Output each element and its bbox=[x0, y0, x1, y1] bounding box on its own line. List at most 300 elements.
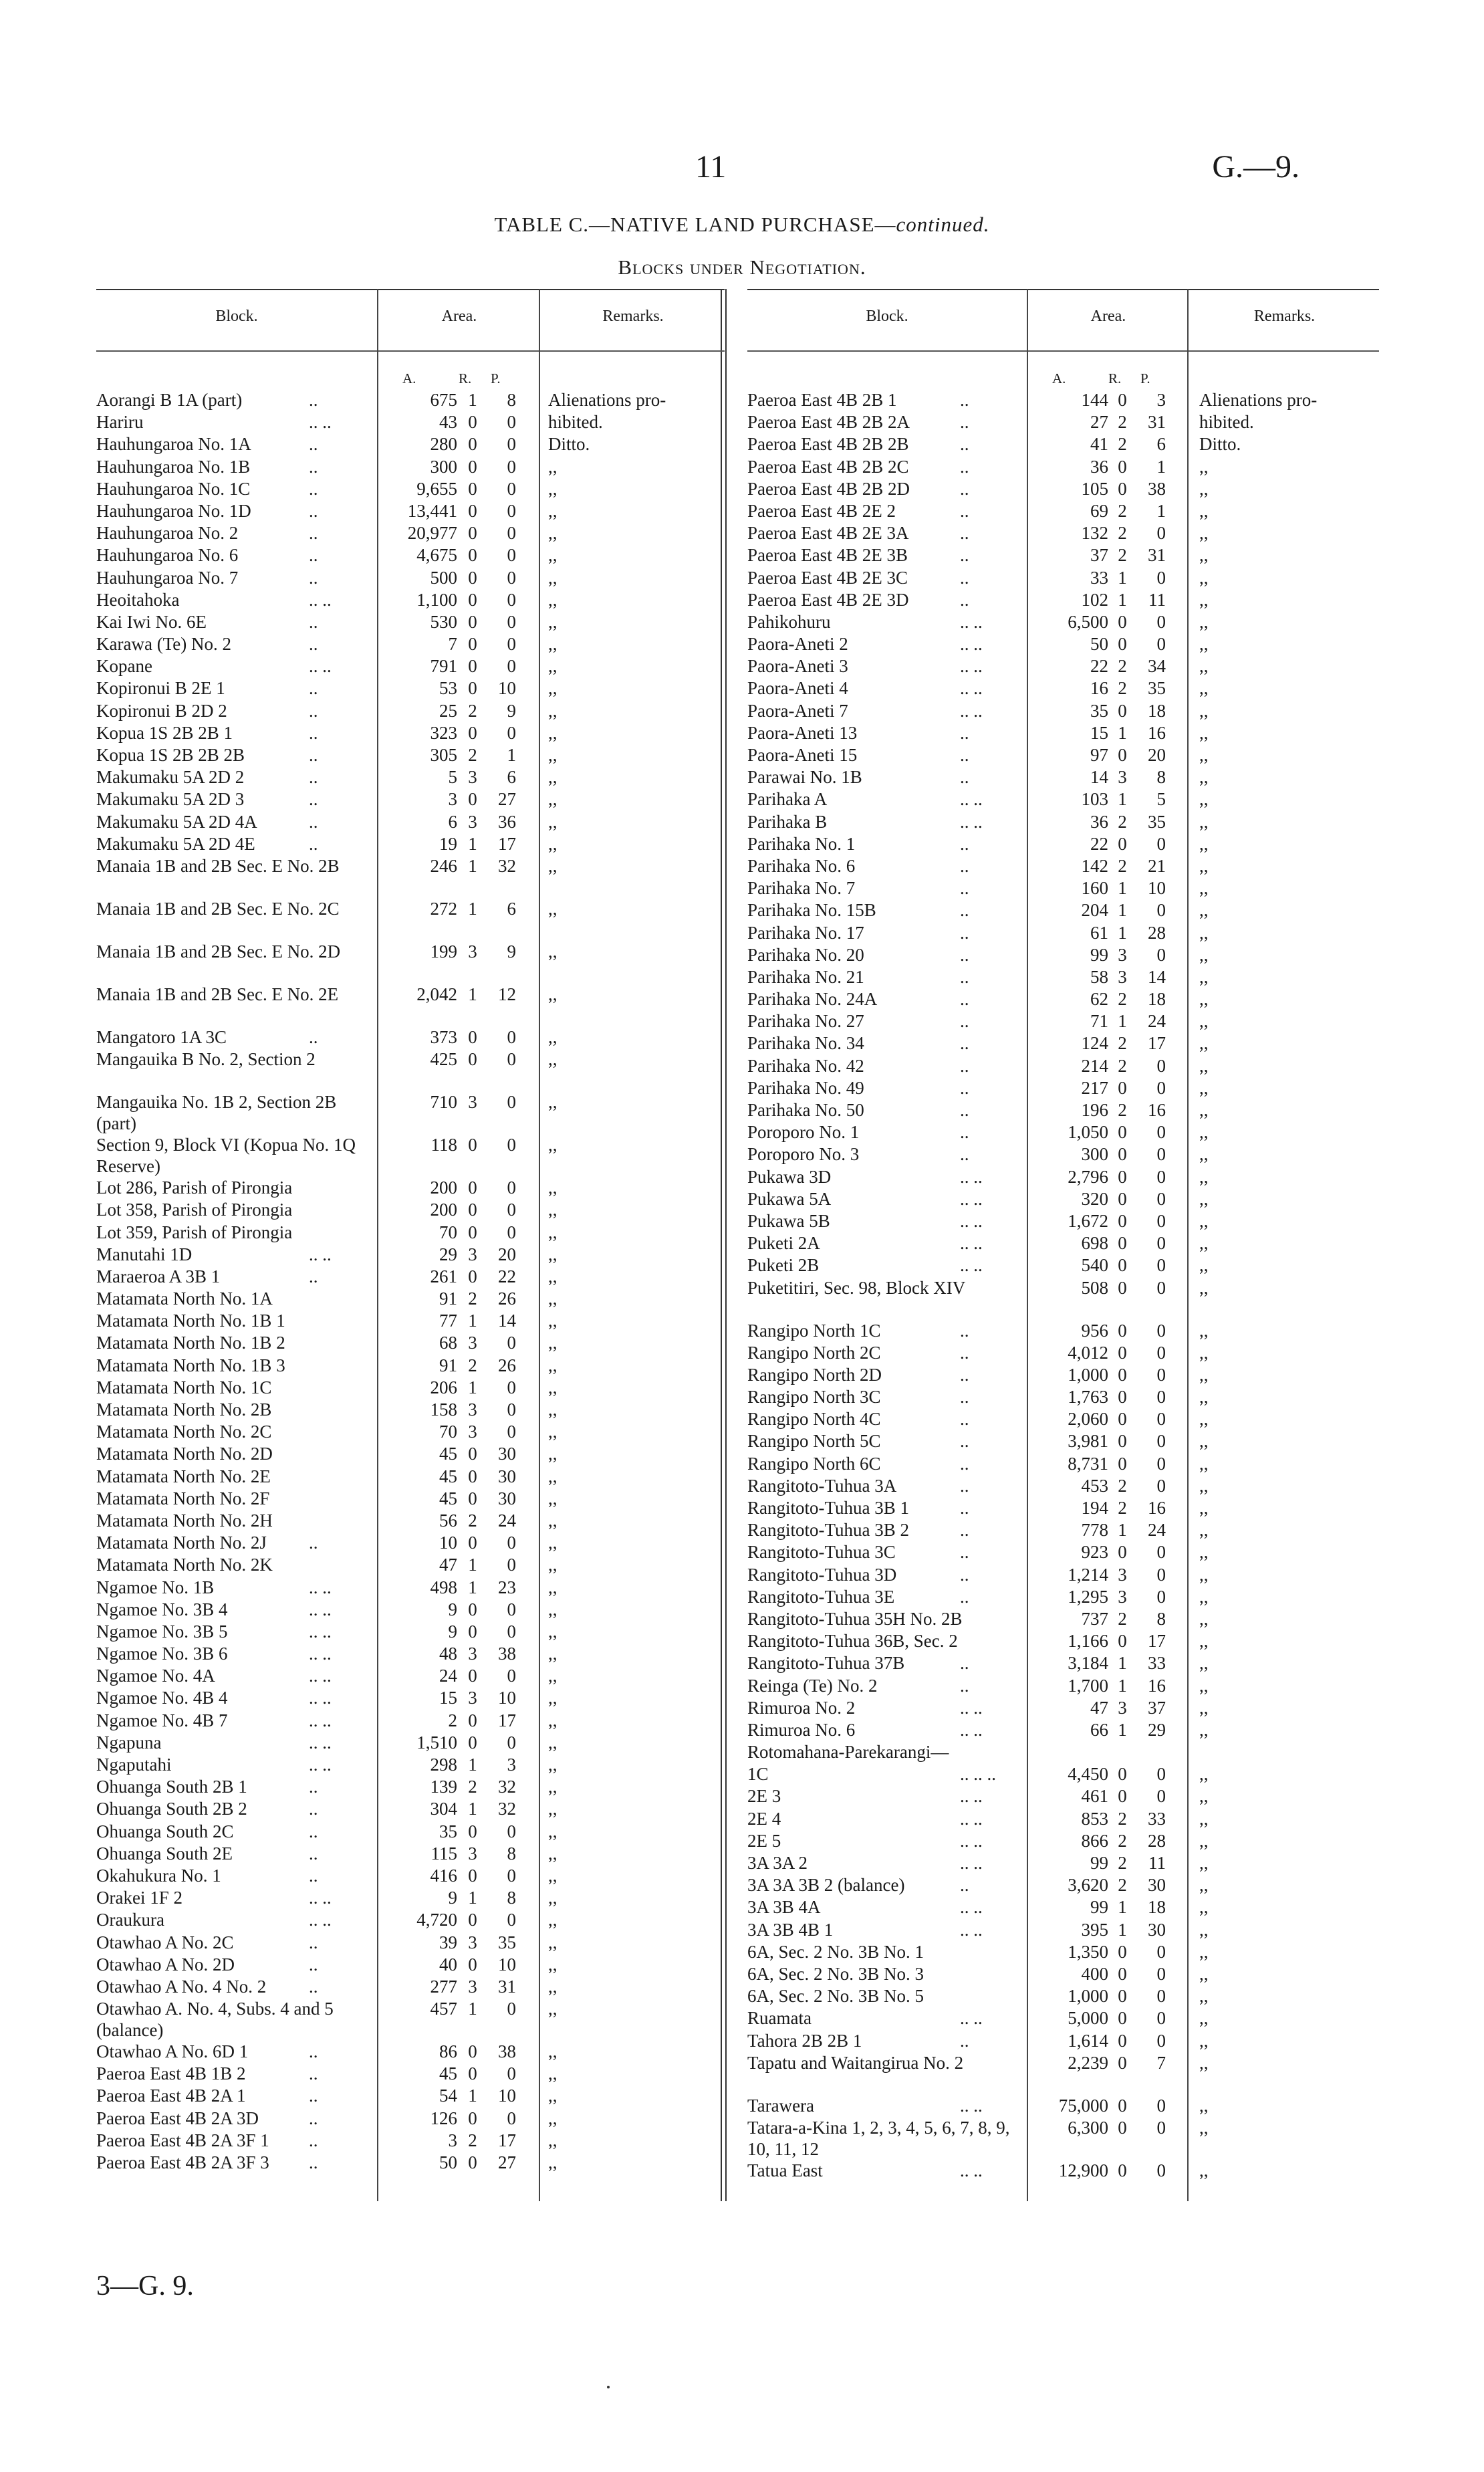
area-perches: 8 bbox=[507, 390, 516, 410]
leader-dots: .. .. bbox=[960, 1166, 983, 1187]
area-roods: 1 bbox=[468, 855, 477, 876]
remarks: ,, bbox=[1199, 1697, 1209, 1718]
table-row bbox=[96, 1865, 725, 1887]
block-name: 3A 3A 2 bbox=[747, 1853, 808, 1873]
area-acres: 3,620 bbox=[1068, 1875, 1108, 1896]
table-row bbox=[747, 1342, 1379, 1364]
area-roods: 2 bbox=[1118, 1853, 1127, 1873]
area-perches: 23 bbox=[498, 1577, 516, 1597]
block-name: Parihaka No. 50 bbox=[747, 1100, 864, 1120]
area-roods: 2 bbox=[1118, 1475, 1127, 1496]
area-roods: 0 bbox=[1118, 634, 1127, 655]
block-name: Poroporo No. 1 bbox=[747, 1122, 860, 1143]
area-perches: 0 bbox=[507, 1135, 516, 1155]
remarks: ,, bbox=[1199, 1277, 1209, 1298]
area-roods: 0 bbox=[1118, 1320, 1127, 1341]
area-perches: 0 bbox=[1156, 1431, 1166, 1452]
area-perches: 0 bbox=[507, 500, 516, 521]
area-acres: 866 bbox=[1081, 1830, 1108, 1851]
area-roods: 3 bbox=[468, 1976, 477, 1997]
table-row bbox=[96, 1532, 725, 1554]
area-roods: 0 bbox=[468, 1488, 477, 1508]
leader-dots: .. .. bbox=[309, 1599, 332, 1619]
area-acres: 8,731 bbox=[1068, 1453, 1108, 1474]
area-acres: 77 bbox=[439, 1311, 457, 1331]
area-roods: 3 bbox=[468, 941, 477, 962]
area-roods: 0 bbox=[1118, 390, 1127, 410]
leader-dots: .. bbox=[309, 1976, 318, 1997]
table-row bbox=[747, 1254, 1379, 1276]
block-name: 2E 3 bbox=[747, 1786, 781, 1807]
remarks: ,, bbox=[1199, 1475, 1209, 1496]
area-roods: 0 bbox=[1118, 1431, 1127, 1452]
area-roods: 0 bbox=[1118, 611, 1127, 632]
leader-dots: .. .. bbox=[960, 1786, 983, 1807]
remarks: ,, bbox=[548, 767, 558, 788]
area-roods: 3 bbox=[468, 767, 477, 788]
block-name: Rangipo North 4C bbox=[747, 1409, 881, 1430]
area-acres: 4,450 bbox=[1068, 1764, 1108, 1785]
leader-dots: .. bbox=[309, 634, 318, 655]
remarks: ,, bbox=[1199, 767, 1209, 788]
block-name: Ohuanga South 2C bbox=[96, 1821, 234, 1841]
area-perches: 17 bbox=[1148, 1033, 1166, 1054]
area-perches: 0 bbox=[507, 611, 516, 632]
area-roods: 1 bbox=[468, 898, 477, 919]
area-perches: 30 bbox=[498, 1444, 516, 1464]
area-acres: 710 bbox=[430, 1092, 457, 1113]
remarks: ,, bbox=[1199, 1675, 1209, 1696]
area-roods: 0 bbox=[468, 1954, 477, 1975]
block-name: Lot 286, Parish of Pirongia bbox=[96, 1177, 293, 1198]
area-perches: 0 bbox=[507, 456, 516, 477]
table-row bbox=[747, 544, 1379, 566]
block-name: Rangitoto-Tuhua 3C bbox=[747, 1542, 896, 1563]
area-acres: 1,295 bbox=[1068, 1586, 1108, 1607]
area-acres: 97 bbox=[1090, 745, 1108, 765]
remarks: ,, bbox=[1199, 700, 1209, 721]
remarks: ,, bbox=[548, 1577, 558, 1597]
leader-dots: .. bbox=[960, 1875, 969, 1896]
block-name: Paeroa East 4B 2A 1 bbox=[96, 2086, 246, 2106]
remarks: ,, bbox=[548, 1377, 558, 1397]
table-row bbox=[747, 1010, 1379, 1032]
table-row bbox=[96, 1821, 725, 1843]
area-roods: 1 bbox=[1118, 1653, 1127, 1674]
area-perches: 32 bbox=[498, 855, 516, 876]
area-perches: 0 bbox=[507, 545, 516, 566]
remarks: ,, bbox=[1199, 1431, 1209, 1452]
block-name: Ruamata bbox=[747, 2008, 812, 2029]
area-acres: 3 bbox=[448, 2130, 457, 2150]
area-perches: 33 bbox=[1148, 1653, 1166, 1674]
table-row bbox=[96, 1798, 725, 1820]
table-row bbox=[747, 1675, 1379, 1697]
table-row bbox=[747, 1077, 1379, 1099]
table-row bbox=[96, 1222, 725, 1244]
area-perches: 16 bbox=[1148, 1100, 1166, 1120]
area-roods: 1 bbox=[1118, 1897, 1127, 1918]
leader-dots: .. .. bbox=[960, 2008, 983, 2029]
leader-dots: .. .. bbox=[309, 1888, 332, 1908]
column-header-remarks: Remarks. bbox=[1253, 308, 1316, 325]
area-roods: 3 bbox=[1118, 944, 1127, 965]
remarks: hibited. bbox=[548, 412, 603, 433]
block-name: Paeroa East 4B 2A 3F 1 bbox=[96, 2130, 269, 2150]
area-acres: 115 bbox=[430, 1843, 457, 1864]
leader-dots: .. bbox=[960, 456, 969, 477]
area-acres: 36 bbox=[1090, 456, 1108, 477]
area-acres: 1,700 bbox=[1068, 1675, 1108, 1696]
area-acres: 66 bbox=[1090, 1719, 1108, 1740]
area-acres: 461 bbox=[1081, 1786, 1108, 1807]
area-perches: 10 bbox=[498, 1688, 516, 1708]
leader-dots: .. bbox=[309, 2130, 318, 2150]
block-name: Otawhao A No. 4 No. 2 bbox=[96, 1976, 267, 1997]
area-roods: 1 bbox=[468, 2086, 477, 2106]
area-roods: 0 bbox=[468, 678, 477, 699]
area-roods: 1 bbox=[1118, 922, 1127, 943]
leader-dots: .. .. bbox=[960, 1697, 983, 1718]
block-name: 3A 3A 3B 2 (balance) bbox=[747, 1875, 905, 1896]
area-roods: 0 bbox=[468, 722, 477, 743]
remarks: ,, bbox=[1199, 2117, 1209, 2138]
area-perches: 0 bbox=[1156, 1320, 1166, 1341]
leader-dots: .. .. bbox=[960, 1233, 983, 1254]
block-name: Otawhao A No. 2C bbox=[96, 1932, 234, 1952]
unit-roods: R. bbox=[1108, 370, 1122, 386]
area-perches: 36 bbox=[498, 811, 516, 832]
table-row bbox=[747, 1896, 1379, 1918]
table-row bbox=[96, 567, 725, 589]
table-row bbox=[747, 1188, 1379, 1210]
area-acres: 41 bbox=[1090, 434, 1108, 455]
block-name: Ngamoe No. 1B bbox=[96, 1577, 215, 1597]
area-perches: 6 bbox=[507, 898, 516, 919]
table-row bbox=[96, 478, 725, 500]
area-perches: 0 bbox=[507, 1599, 516, 1619]
area-perches: 20 bbox=[498, 1244, 516, 1264]
remarks: ,, bbox=[548, 1092, 558, 1113]
table-row bbox=[96, 2063, 725, 2085]
area-perches: 0 bbox=[507, 1177, 516, 1198]
area-roods: 0 bbox=[468, 1599, 477, 1619]
area-acres: 86 bbox=[439, 2041, 457, 2062]
table-row bbox=[96, 1687, 725, 1709]
area-roods: 1 bbox=[468, 1311, 477, 1331]
leader-dots: .. .. bbox=[309, 1910, 332, 1930]
area-roods: 0 bbox=[468, 1200, 477, 1220]
table-row bbox=[747, 1408, 1379, 1430]
block-name: Hauhungaroa No. 1D bbox=[96, 500, 251, 521]
area-roods: 2 bbox=[1118, 1100, 1127, 1120]
area-perches: 24 bbox=[1148, 1011, 1166, 1032]
area-roods: 0 bbox=[1118, 1542, 1127, 1563]
area-perches: 6 bbox=[1156, 434, 1166, 455]
remarks: ,, bbox=[548, 500, 558, 521]
remarks: ,, bbox=[548, 1466, 558, 1486]
block-name: Matamata North No. 1B 3 bbox=[96, 1355, 285, 1375]
remarks: Alienations pro- bbox=[548, 390, 666, 410]
area-perches: 0 bbox=[1156, 1122, 1166, 1143]
remarks: ,, bbox=[548, 1333, 558, 1353]
area-acres: 200 bbox=[430, 1200, 457, 1220]
remarks: ,, bbox=[548, 1510, 558, 1531]
area-roods: 1 bbox=[1118, 878, 1127, 899]
block-name: Parihaka No. 20 bbox=[747, 944, 864, 965]
area-roods: 2 bbox=[1118, 434, 1127, 455]
area-roods: 1 bbox=[1118, 722, 1127, 743]
remarks: ,, bbox=[1199, 1963, 1209, 1984]
area-perches: 8 bbox=[1156, 767, 1166, 788]
area-perches: 1 bbox=[1156, 456, 1166, 477]
area-perches: 0 bbox=[1156, 1963, 1166, 1984]
table-row bbox=[96, 1332, 725, 1354]
area-roods: 2 bbox=[468, 700, 477, 721]
unit-perches: P. bbox=[491, 370, 501, 386]
block-name: Matamata North No. 1B 1 bbox=[96, 1311, 285, 1331]
table-row bbox=[747, 1985, 1379, 2007]
table-row bbox=[747, 389, 1379, 411]
area-roods: 2 bbox=[468, 2130, 477, 2150]
leader-dots: .. bbox=[960, 1144, 969, 1165]
table-row bbox=[747, 855, 1379, 877]
table-row bbox=[747, 1697, 1379, 1719]
area-acres: 1,614 bbox=[1068, 2030, 1108, 2051]
table-row bbox=[96, 1421, 725, 1443]
table-row bbox=[96, 655, 725, 677]
remarks: ,, bbox=[1199, 1387, 1209, 1408]
block-name: Kopironui B 2E 1 bbox=[96, 678, 225, 699]
area-acres: 737 bbox=[1081, 1608, 1108, 1629]
unit-perches: P. bbox=[1140, 370, 1150, 386]
remarks: ,, bbox=[1199, 634, 1209, 655]
table-row bbox=[96, 833, 725, 855]
area-roods: 0 bbox=[468, 789, 477, 810]
table-row bbox=[96, 1643, 725, 1665]
block-name: Rangitoto-Tuhua 3E bbox=[747, 1586, 895, 1607]
area-acres: 194 bbox=[1081, 1498, 1108, 1518]
leader-dots: .. bbox=[960, 989, 969, 1010]
remarks: ,, bbox=[548, 833, 558, 854]
table-row bbox=[747, 833, 1379, 855]
block-name: 6A, Sec. 2 No. 3B No. 5 bbox=[747, 1986, 924, 2007]
remarks: ,, bbox=[1199, 1255, 1209, 1276]
table-row bbox=[747, 1941, 1379, 1963]
table-row bbox=[96, 1665, 725, 1687]
area-acres: 300 bbox=[1081, 1144, 1108, 1165]
area-roods: 0 bbox=[468, 1466, 477, 1486]
remarks: ,, bbox=[548, 1910, 558, 1930]
area-roods: 0 bbox=[1118, 1077, 1127, 1098]
table-row bbox=[747, 766, 1379, 788]
area-acres: 68 bbox=[439, 1333, 457, 1353]
area-perches: 0 bbox=[507, 656, 516, 677]
area-acres: 3,981 bbox=[1068, 1431, 1108, 1452]
area-roods: 2 bbox=[468, 745, 477, 765]
leader-dots: .. bbox=[309, 1821, 318, 1841]
block-name: 3A 3B 4A bbox=[747, 1897, 821, 1918]
area-roods: 0 bbox=[1118, 2095, 1127, 2116]
area-roods: 2 bbox=[1118, 1875, 1127, 1896]
area-roods: 1 bbox=[1118, 1520, 1127, 1541]
area-perches: 9 bbox=[507, 700, 516, 721]
block-name: Paeroa East 4B 2B 2D bbox=[747, 478, 910, 499]
area-acres: 62 bbox=[1090, 989, 1108, 1010]
stray-mark bbox=[607, 2386, 610, 2388]
remarks: ,, bbox=[548, 1422, 558, 1442]
remarks: ,, bbox=[548, 2063, 558, 2084]
unit-roods: R. bbox=[459, 370, 472, 386]
area-perches: 31 bbox=[1148, 412, 1166, 433]
area-acres: 246 bbox=[430, 855, 457, 876]
remarks: ,, bbox=[1199, 855, 1209, 876]
area-perches: 14 bbox=[1148, 966, 1166, 987]
area-roods: 0 bbox=[468, 1135, 477, 1155]
area-perches: 0 bbox=[507, 1865, 516, 1886]
area-perches: 27 bbox=[498, 789, 516, 810]
area-acres: 45 bbox=[439, 1466, 457, 1486]
area-perches: 0 bbox=[1156, 2030, 1166, 2051]
area-roods: 0 bbox=[1118, 1233, 1127, 1254]
area-acres: 1,050 bbox=[1068, 1122, 1108, 1143]
table-row bbox=[96, 1466, 725, 1488]
leader-dots: .. bbox=[960, 1431, 969, 1452]
remarks: ,, bbox=[548, 1976, 558, 1997]
area-acres: 853 bbox=[1081, 1808, 1108, 1829]
area-perches: 33 bbox=[1148, 1808, 1166, 1829]
area-acres: 5 bbox=[448, 767, 457, 788]
area-roods: 0 bbox=[468, 1910, 477, 1930]
block-name: Paora-Aneti 3 bbox=[747, 656, 848, 677]
leader-dots: .. bbox=[960, 855, 969, 876]
area-acres: 99 bbox=[1090, 944, 1108, 965]
block-name: Oraukura bbox=[96, 1910, 164, 1930]
remarks: ,, bbox=[1199, 966, 1209, 987]
area-roods: 3 bbox=[468, 811, 477, 832]
block-name: 6A, Sec. 2 No. 3B No. 1 bbox=[747, 1941, 924, 1962]
block-name: Manaia 1B and 2B Sec. E No. 2C bbox=[96, 898, 340, 919]
area-acres: 9 bbox=[448, 1599, 457, 1619]
table-row bbox=[747, 811, 1379, 833]
remarks: ,, bbox=[548, 789, 558, 810]
block-name: Parihaka No. 6 bbox=[747, 855, 856, 876]
leader-dots: .. bbox=[960, 390, 969, 410]
area-perches: 17 bbox=[498, 2130, 516, 2150]
area-perches: 38 bbox=[498, 1644, 516, 1664]
table-row bbox=[747, 1364, 1379, 1386]
leader-dots: .. bbox=[960, 1122, 969, 1143]
block-name: Manaia 1B and 2B Sec. E No. 2B bbox=[96, 855, 340, 876]
area-perches: 0 bbox=[1156, 1475, 1166, 1496]
block-name: Puketitiri, Sec. 98, Block XIV bbox=[747, 1277, 966, 1298]
area-acres: 1,214 bbox=[1068, 1564, 1108, 1585]
area-perches: 0 bbox=[507, 1821, 516, 1841]
area-acres: 675 bbox=[430, 390, 457, 410]
leader-dots: .. bbox=[960, 523, 969, 544]
table-row bbox=[96, 1026, 725, 1048]
remarks: ,, bbox=[1199, 1364, 1209, 1385]
block-name: Rangitoto-Tuhua 3D bbox=[747, 1564, 897, 1585]
area-acres: 75,000 bbox=[1058, 2095, 1108, 2116]
block-name: Rangitoto-Tuhua 35H No. 2B bbox=[747, 1608, 963, 1629]
area-roods: 0 bbox=[1118, 1941, 1127, 1962]
block-name: Kopua 1S 2B 2B 2B bbox=[96, 745, 245, 765]
area-perches: 0 bbox=[507, 634, 516, 655]
area-acres: 791 bbox=[430, 656, 457, 677]
remarks: ,, bbox=[548, 611, 558, 632]
remarks: ,, bbox=[548, 478, 558, 499]
table-row bbox=[747, 1320, 1379, 1342]
area-roods: 0 bbox=[468, 1666, 477, 1686]
table-row bbox=[747, 1652, 1379, 1674]
leader-dots: .. .. bbox=[309, 412, 332, 433]
area-perches: 22 bbox=[498, 1266, 516, 1286]
area-roods: 2 bbox=[1118, 1033, 1127, 1054]
area-acres: 61 bbox=[1090, 922, 1108, 943]
area-perches: 0 bbox=[1156, 1986, 1166, 2007]
remarks: ,, bbox=[548, 1644, 558, 1664]
area-perches: 0 bbox=[1156, 1542, 1166, 1563]
table-row bbox=[96, 2152, 725, 2174]
remarks: ,, bbox=[1199, 789, 1209, 810]
area-acres: 35 bbox=[1090, 700, 1108, 721]
area-acres: 416 bbox=[430, 1865, 457, 1886]
block-name: Hauhungaroa No. 2 bbox=[96, 523, 239, 544]
area-acres: 160 bbox=[1081, 878, 1108, 899]
area-roods: 2 bbox=[468, 1288, 477, 1309]
area-perches: 0 bbox=[1156, 1077, 1166, 1098]
leader-dots: .. bbox=[309, 2086, 318, 2106]
remarks: ,, bbox=[1199, 2008, 1209, 2029]
area-roods: 0 bbox=[1118, 1255, 1127, 1276]
leader-dots: .. bbox=[309, 2063, 318, 2084]
area-perches: 0 bbox=[1156, 567, 1166, 588]
header-rule bbox=[747, 350, 1379, 352]
leader-dots: .. bbox=[309, 1865, 318, 1886]
area-perches: 16 bbox=[1148, 1498, 1166, 1518]
area-roods: 0 bbox=[1118, 478, 1127, 499]
area-perches: 0 bbox=[507, 1399, 516, 1420]
area-roods: 1 bbox=[468, 1799, 477, 1819]
area-roods: 1 bbox=[468, 1555, 477, 1575]
remarks: ,, bbox=[548, 456, 558, 477]
table-row bbox=[747, 2052, 1379, 2095]
leader-dots: .. bbox=[309, 523, 318, 544]
area-perches: 0 bbox=[1156, 833, 1166, 854]
area-acres: 272 bbox=[430, 898, 457, 919]
remarks: Ditto. bbox=[1199, 434, 1241, 455]
area-roods: 0 bbox=[1118, 2052, 1127, 2073]
remarks: ,, bbox=[1199, 1830, 1209, 1851]
remarks: ,, bbox=[548, 656, 558, 677]
area-roods: 2 bbox=[1118, 678, 1127, 699]
area-roods: 0 bbox=[1118, 1963, 1127, 1984]
sheet-signature: 3—G. 9. bbox=[96, 2271, 194, 2301]
area-perches: 37 bbox=[1148, 1697, 1166, 1718]
area-perches: 0 bbox=[507, 1222, 516, 1242]
table-row bbox=[96, 1954, 725, 1976]
area-acres: 508 bbox=[1081, 1277, 1108, 1298]
block-name: Paeroa East 4B 2E 3B bbox=[747, 545, 908, 566]
table-row bbox=[96, 522, 725, 544]
remarks: ,, bbox=[548, 1932, 558, 1952]
block-name: 2E 5 bbox=[747, 1830, 781, 1851]
block-name: 2E 4 bbox=[747, 1808, 781, 1829]
area-perches: 0 bbox=[507, 1422, 516, 1442]
table-row bbox=[747, 500, 1379, 522]
remarks: ,, bbox=[1199, 1786, 1209, 1807]
